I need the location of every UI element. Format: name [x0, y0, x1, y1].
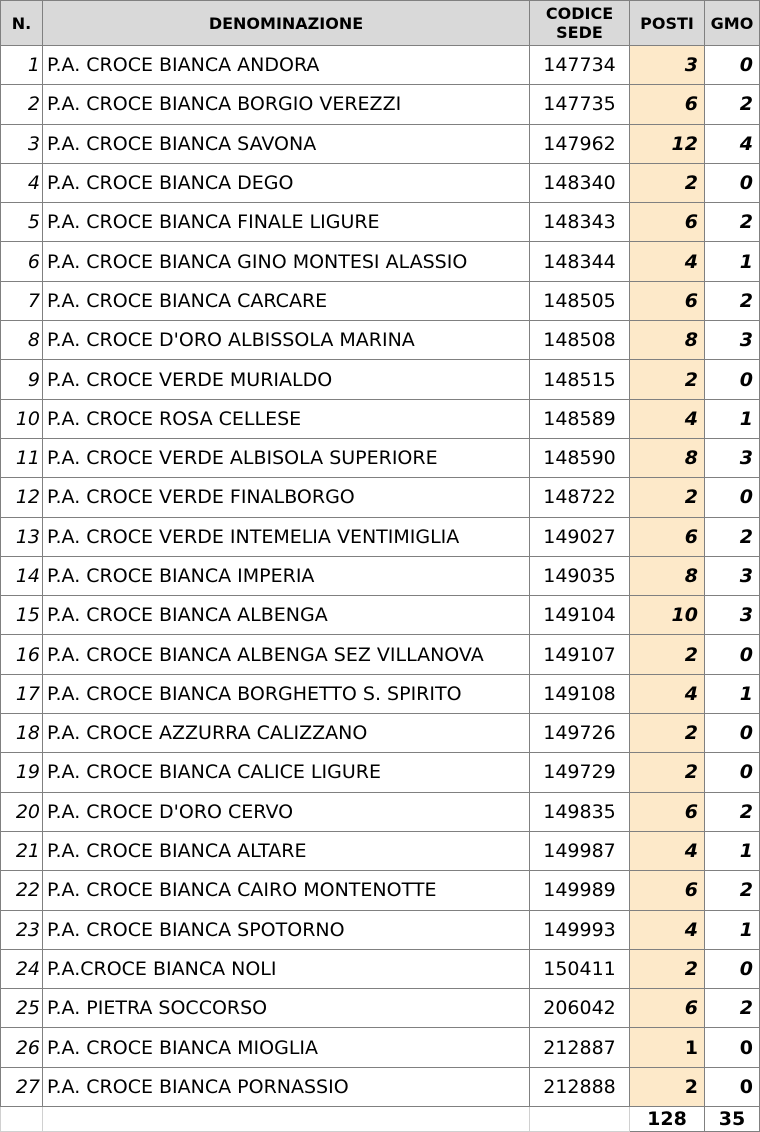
row-posti: 4: [630, 399, 705, 438]
row-denominazione: P.A. CROCE BIANCA ALTARE: [43, 831, 530, 870]
row-gmo: 2: [705, 203, 760, 242]
row-denominazione: P.A. CROCE BIANCA DEGO: [43, 163, 530, 202]
row-number: 21: [1, 831, 43, 870]
table-row: [1, 46, 760, 85]
row-denominazione: P.A. CROCE BIANCA BORGHETTO S. SPIRITO: [43, 674, 530, 713]
row-codice-sede: 149729: [530, 753, 630, 792]
table-row: [1, 556, 760, 595]
row-codice-sede: 149035: [530, 556, 630, 595]
row-number: 14: [1, 556, 43, 595]
row-gmo: 3: [705, 556, 760, 595]
row-posti: 12: [630, 124, 705, 163]
row-gmo: 0: [705, 714, 760, 753]
row-number: 19: [1, 753, 43, 792]
table-row: [1, 399, 760, 438]
table-row: [1, 478, 760, 517]
row-gmo: 0: [705, 46, 760, 85]
row-posti: 2: [630, 949, 705, 988]
table-row: [1, 438, 760, 477]
row-number: 9: [1, 360, 43, 399]
row-denominazione: P.A. CROCE BIANCA CALICE LIGURE: [43, 753, 530, 792]
table-row: [1, 949, 760, 988]
row-posti: 2: [630, 1067, 705, 1106]
row-codice-sede: 206042: [530, 989, 630, 1028]
total-gmo: 35: [705, 1107, 760, 1132]
row-number: 7: [1, 281, 43, 320]
row-codice-sede: 150411: [530, 949, 630, 988]
totals-blank-code: [530, 1107, 630, 1132]
row-posti: 10: [630, 596, 705, 635]
header-n: N.: [1, 1, 43, 46]
row-codice-sede: 149987: [530, 831, 630, 870]
table-row: [1, 242, 760, 281]
table-row: [1, 85, 760, 124]
row-denominazione: P.A. CROCE BIANCA MIOGLIA: [43, 1028, 530, 1067]
row-number: 3: [1, 124, 43, 163]
row-codice-sede: 148343: [530, 203, 630, 242]
row-number: 20: [1, 792, 43, 831]
row-denominazione: P.A. CROCE BIANCA BORGIO VEREZZI: [43, 85, 530, 124]
row-posti: 4: [630, 674, 705, 713]
row-codice-sede: 148590: [530, 438, 630, 477]
row-posti: 8: [630, 438, 705, 477]
row-number: 23: [1, 910, 43, 949]
row-codice-sede: 149835: [530, 792, 630, 831]
row-codice-sede: 149989: [530, 871, 630, 910]
row-denominazione: P.A. CROCE BIANCA GINO MONTESI ALASSIO: [43, 242, 530, 281]
row-posti: 4: [630, 242, 705, 281]
row-posti: 1: [630, 1028, 705, 1067]
row-gmo: 1: [705, 910, 760, 949]
table-row: [1, 1067, 760, 1106]
row-gmo: 0: [705, 949, 760, 988]
table-row: [1, 753, 760, 792]
table-row: [1, 281, 760, 320]
table-row: [1, 1028, 760, 1067]
row-gmo: 1: [705, 674, 760, 713]
row-gmo: 2: [705, 792, 760, 831]
row-posti: 4: [630, 831, 705, 870]
table-row: [1, 635, 760, 674]
row-denominazione: P.A. CROCE BIANCA SAVONA: [43, 124, 530, 163]
row-gmo: 0: [705, 478, 760, 517]
row-posti: 4: [630, 910, 705, 949]
row-gmo: 0: [705, 753, 760, 792]
row-number: 10: [1, 399, 43, 438]
row-posti: 2: [630, 635, 705, 674]
table-row: [1, 124, 760, 163]
row-gmo: 0: [705, 635, 760, 674]
row-denominazione: P.A. CROCE BIANCA ANDORA: [43, 46, 530, 85]
row-gmo: 1: [705, 399, 760, 438]
table-row: [1, 163, 760, 202]
row-codice-sede: 148508: [530, 321, 630, 360]
row-denominazione: P.A. CROCE VERDE ALBISOLA SUPERIORE: [43, 438, 530, 477]
row-denominazione: P.A. CROCE D'ORO CERVO: [43, 792, 530, 831]
total-posti: 128: [630, 1107, 705, 1132]
row-gmo: 3: [705, 596, 760, 635]
row-gmo: 0: [705, 163, 760, 202]
row-number: 15: [1, 596, 43, 635]
table-row: [1, 596, 760, 635]
row-denominazione: P.A. CROCE BIANCA SPOTORNO: [43, 910, 530, 949]
row-denominazione: P.A. CROCE VERDE INTEMELIA VENTIMIGLIA: [43, 517, 530, 556]
row-codice-sede: 148589: [530, 399, 630, 438]
row-denominazione: P.A. CROCE BIANCA CAIRO MONTENOTTE: [43, 871, 530, 910]
row-posti: 6: [630, 871, 705, 910]
row-codice-sede: 149104: [530, 596, 630, 635]
row-number: 6: [1, 242, 43, 281]
row-denominazione: P.A. CROCE BIANCA IMPERIA: [43, 556, 530, 595]
header-row: [1, 1, 760, 46]
header-posti: POSTI: [630, 1, 705, 46]
row-codice-sede: 148344: [530, 242, 630, 281]
header-gmo: GMO: [705, 1, 760, 46]
row-codice-sede: 212887: [530, 1028, 630, 1067]
row-codice-sede: 148722: [530, 478, 630, 517]
row-posti: 2: [630, 360, 705, 399]
row-number: 8: [1, 321, 43, 360]
row-codice-sede: 148340: [530, 163, 630, 202]
row-posti: 3: [630, 46, 705, 85]
row-denominazione: P.A. CROCE BIANCA ALBENGA SEZ VILLANOVA: [43, 635, 530, 674]
row-denominazione: P.A. CROCE BIANCA CARCARE: [43, 281, 530, 320]
row-posti: 6: [630, 792, 705, 831]
row-codice-sede: 149726: [530, 714, 630, 753]
row-number: 4: [1, 163, 43, 202]
row-gmo: 3: [705, 438, 760, 477]
row-number: 18: [1, 714, 43, 753]
table-row: [1, 360, 760, 399]
row-number: 17: [1, 674, 43, 713]
row-denominazione: P.A.CROCE BIANCA NOLI: [43, 949, 530, 988]
row-codice-sede: 149108: [530, 674, 630, 713]
row-number: 12: [1, 478, 43, 517]
row-gmo: 2: [705, 871, 760, 910]
row-gmo: 4: [705, 124, 760, 163]
row-posti: 6: [630, 989, 705, 1028]
row-number: 5: [1, 203, 43, 242]
row-posti: 6: [630, 203, 705, 242]
row-posti: 8: [630, 556, 705, 595]
row-gmo: 0: [705, 1028, 760, 1067]
row-number: 2: [1, 85, 43, 124]
row-gmo: 2: [705, 281, 760, 320]
row-number: 26: [1, 1028, 43, 1067]
row-codice-sede: 149993: [530, 910, 630, 949]
row-denominazione: P.A. CROCE ROSA CELLESE: [43, 399, 530, 438]
row-number: 25: [1, 989, 43, 1028]
row-denominazione: P.A. CROCE AZZURRA CALIZZANO: [43, 714, 530, 753]
table-row: [1, 910, 760, 949]
row-codice-sede: 147962: [530, 124, 630, 163]
row-gmo: 1: [705, 242, 760, 281]
row-number: 1: [1, 46, 43, 85]
row-posti: 6: [630, 281, 705, 320]
table-row: [1, 831, 760, 870]
row-posti: 2: [630, 714, 705, 753]
table-row: [1, 203, 760, 242]
row-codice-sede: 148505: [530, 281, 630, 320]
table-row: [1, 517, 760, 556]
row-number: 13: [1, 517, 43, 556]
row-posti: 2: [630, 163, 705, 202]
row-posti: 6: [630, 85, 705, 124]
row-denominazione: P.A. PIETRA SOCCORSO: [43, 989, 530, 1028]
row-codice-sede: 148515: [530, 360, 630, 399]
row-posti: 6: [630, 517, 705, 556]
row-codice-sede: 147735: [530, 85, 630, 124]
header-codice-sede: CODICE SEDE: [530, 1, 630, 46]
row-denominazione: P.A. CROCE VERDE FINALBORGO: [43, 478, 530, 517]
table-row: [1, 792, 760, 831]
row-gmo: 1: [705, 831, 760, 870]
row-number: 27: [1, 1067, 43, 1106]
row-posti: 8: [630, 321, 705, 360]
row-number: 16: [1, 635, 43, 674]
row-gmo: 0: [705, 1067, 760, 1106]
row-codice-sede: 147734: [530, 46, 630, 85]
row-gmo: 0: [705, 360, 760, 399]
totals-blank-name: [43, 1107, 530, 1132]
row-denominazione: P.A. CROCE D'ORO ALBISSOLA MARINA: [43, 321, 530, 360]
table-row: [1, 989, 760, 1028]
row-denominazione: P.A. CROCE BIANCA FINALE LIGURE: [43, 203, 530, 242]
row-denominazione: P.A. CROCE BIANCA PORNASSIO: [43, 1067, 530, 1106]
table-row: [1, 871, 760, 910]
row-number: 11: [1, 438, 43, 477]
header-denominazione: DENOMINAZIONE: [43, 1, 530, 46]
row-posti: 2: [630, 478, 705, 517]
row-gmo: 2: [705, 85, 760, 124]
row-gmo: 3: [705, 321, 760, 360]
row-gmo: 2: [705, 517, 760, 556]
totals-row: [1, 1107, 760, 1132]
totals-blank-n: [1, 1107, 43, 1132]
row-number: 22: [1, 871, 43, 910]
row-codice-sede: 149107: [530, 635, 630, 674]
row-denominazione: P.A. CROCE VERDE MURIALDO: [43, 360, 530, 399]
table-row: [1, 674, 760, 713]
row-codice-sede: 149027: [530, 517, 630, 556]
row-codice-sede: 212888: [530, 1067, 630, 1106]
row-denominazione: P.A. CROCE BIANCA ALBENGA: [43, 596, 530, 635]
table-body: [1, 46, 760, 1107]
row-posti: 2: [630, 753, 705, 792]
table-row: [1, 321, 760, 360]
table-row: [1, 714, 760, 753]
row-gmo: 2: [705, 989, 760, 1028]
row-number: 24: [1, 949, 43, 988]
